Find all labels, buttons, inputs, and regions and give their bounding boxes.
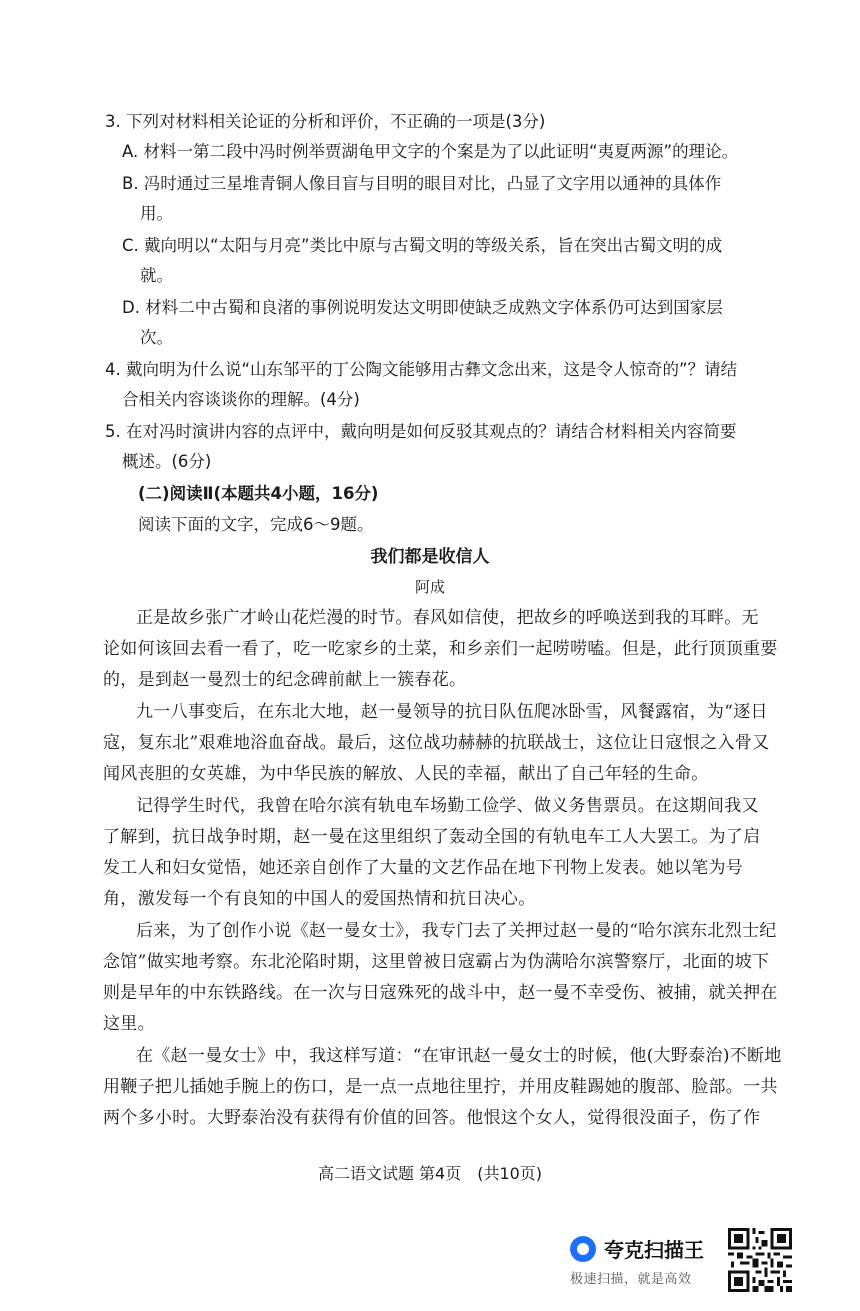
- q3-option-b-line2: 用。: [140, 204, 173, 223]
- q4-line1: 4. 戴向明为什么说“山东邹平的丁公陶文能够用古彝文念出来，这是令人惊奇的”？请结: [105, 360, 738, 379]
- article-line: 发工人和妇女觉悟，她还亲自创作了大量的文艺作品在地下刊物上发表。她以笔为号: [103, 858, 744, 878]
- scanner-watermark: [562, 1230, 722, 1290]
- article-line: 则是早年的中东铁路线。在一次与日寇殊死的战斗中，赵一曼不幸受伤、被捕，就关押在: [103, 983, 778, 1003]
- article-line: 用鞭子把儿插她手腕上的伤口，是一点一点地往里拧，并用皮鞋踢她的腹部、脸部。一共: [103, 1077, 778, 1097]
- q3-option-d-line2: 次。: [140, 328, 173, 347]
- article-title: 我们都是收信人: [370, 547, 490, 567]
- q3-option-c-line1: C. 戴向明以“太阳与月亮”类比中原与古蜀文明的等级关系，旨在突出古蜀文明的成: [122, 236, 723, 255]
- article-line: 两个多小时。大野泰治没有获得有价值的回答。他恨这个女人，觉得很没面子，伤了作: [103, 1108, 761, 1128]
- page-footer: 高二语文试题 第4页 (共10页): [317, 1164, 543, 1183]
- q3-option-a: A. 材料一第二段中冯时例举贾湖龟甲文字的个案是为了以此证明“夷夏两源”的理论。: [122, 142, 739, 161]
- article-line: 记得学生时代，我曾在哈尔滨有轨电车场勤工俭学、做义务售票员。在这期间我又: [136, 796, 759, 816]
- article-author: 阿成: [414, 578, 445, 596]
- q5-line1: 5. 在对冯时演讲内容的点评中，戴向明是如何反驳其观点的？请结合材料相关内容简要: [105, 422, 737, 441]
- article-line: 后来，为了创作小说《赵一曼女士》，我专门去了关押过赵一曼的“哈尔滨东北烈士纪: [136, 921, 777, 941]
- article-line: 正是故乡张广才岭山花烂漫的时节。春风如信使，把故乡的呼唤送到我的耳畔。无: [136, 608, 759, 628]
- article-line: 寇，复东北”艰难地浴血奋战。最后，这位战功赫赫的抗联战士，这位让日寇恨之入骨又: [103, 733, 770, 753]
- watermark-brand: 夸克扫描王: [604, 1238, 704, 1262]
- article-line: 念馆”做实地考察。东北沦陷时期，这里曾被日寇霸占为伪满哈尔滨警察厅，北面的坡下: [103, 952, 770, 972]
- section-heading: (二)阅读Ⅱ(本题共4小题，16分): [138, 484, 379, 503]
- watermark-tagline: 极速扫描，就是高效: [570, 1272, 692, 1287]
- quark-logo-icon: [570, 1236, 596, 1262]
- qr-code-icon: [728, 1228, 792, 1292]
- q4-line2: 合相关内容谈谈你的理解。(4分): [122, 390, 360, 409]
- q3-option-c-line2: 就。: [140, 266, 173, 285]
- article-line: 九一八事变后，在东北大地，赵一曼领导的抗日队伍爬冰卧雪，风餐露宿，为“逐日: [136, 702, 768, 722]
- section-instruction: 阅读下面的文字，完成6～9题。: [138, 515, 374, 534]
- article-line: 这里。: [103, 1014, 155, 1034]
- q3-option-d-line1: D. 材料二中古蜀和良渚的事例说明发达文明即使缺乏成熟文字体系仍可达到国家层: [122, 298, 723, 317]
- q3-option-b-line1: B. 冯时通过三星堆青铜人像目盲与目明的眼目对比，凸显了文字用以通神的具体作: [122, 174, 722, 193]
- article-line: 论如何该回去看一看了，吃一吃家乡的土菜，和乡亲们一起唠唠嗑。但是，此行顶顶重要: [103, 639, 778, 659]
- article-line: 的，是到赵一曼烈士的纪念碑前献上一簇春花。: [103, 670, 467, 690]
- article-line: 在《赵一曼女士》中，我这样写道：“在审讯赵一曼女士的时候，他(大野泰治)不断地: [136, 1046, 782, 1066]
- q5-line2: 概述。(6分): [122, 452, 212, 471]
- article-line: 了解到，抗日战争时期，赵一曼在这里组织了轰动全国的有轨电车工人大罢工。为了启: [103, 827, 761, 847]
- article-line: 角，激发每一个有良知的中国人的爱国热情和抗日决心。: [103, 889, 536, 909]
- article-line: 闻风丧胆的女英雄，为中华民族的解放、人民的幸福，献出了自己年轻的生命。: [103, 764, 709, 784]
- q3-stem: 3. 下列对材料相关论证的分析和评价，不正确的一项是(3分): [105, 112, 546, 131]
